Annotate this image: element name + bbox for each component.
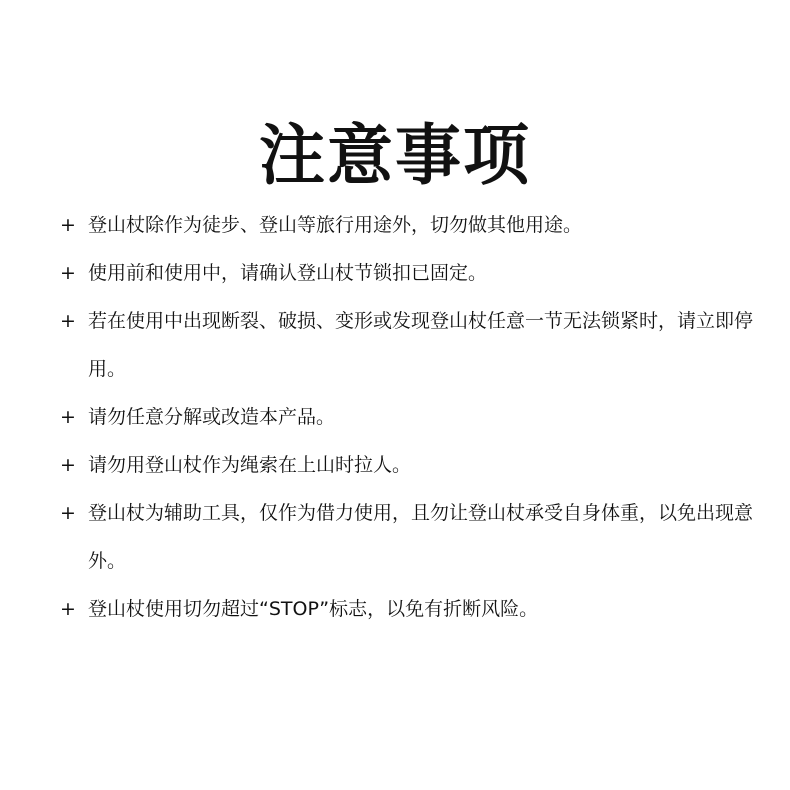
plus-icon: +: [60, 262, 76, 284]
plus-icon: +: [60, 214, 76, 236]
plus-icon: +: [60, 406, 76, 428]
list-item: [60, 249, 760, 297]
page-title: 注意事项: [259, 117, 531, 195]
plus-icon: +: [60, 454, 76, 476]
list-item: [60, 489, 760, 585]
note-text: 若在使用中出现断裂、破损、变形或发现登山杖任意一节无法锁紧时，请立即停用。: [88, 310, 754, 380]
plus-icon: +: [60, 598, 76, 620]
list-item: [60, 393, 760, 441]
note-text: 请勿任意分解或改造本产品。: [88, 406, 336, 428]
note-text: 使用前和使用中，请确认登山杖节锁扣已固定。: [88, 262, 488, 284]
notes-list: [60, 201, 760, 633]
note-text: 登山杖除作为徒步、登山等旅行用途外，切勿做其他用途。: [88, 214, 583, 236]
list-item: [60, 585, 760, 633]
list-item: [60, 201, 760, 249]
note-text: 登山杖为辅助工具，仅作为借力使用，且勿让登山杖承受自身体重，以免出现意外。: [88, 502, 754, 572]
note-text: 请勿用登山杖作为绳索在上山时拉人。: [88, 454, 412, 476]
list-item: [60, 297, 760, 393]
note-text: 登山杖使用切勿超过“STOP”标志，以免有折断风险。: [88, 598, 539, 620]
list-item: [60, 441, 760, 489]
plus-icon: +: [60, 502, 76, 524]
plus-icon: +: [60, 310, 76, 332]
